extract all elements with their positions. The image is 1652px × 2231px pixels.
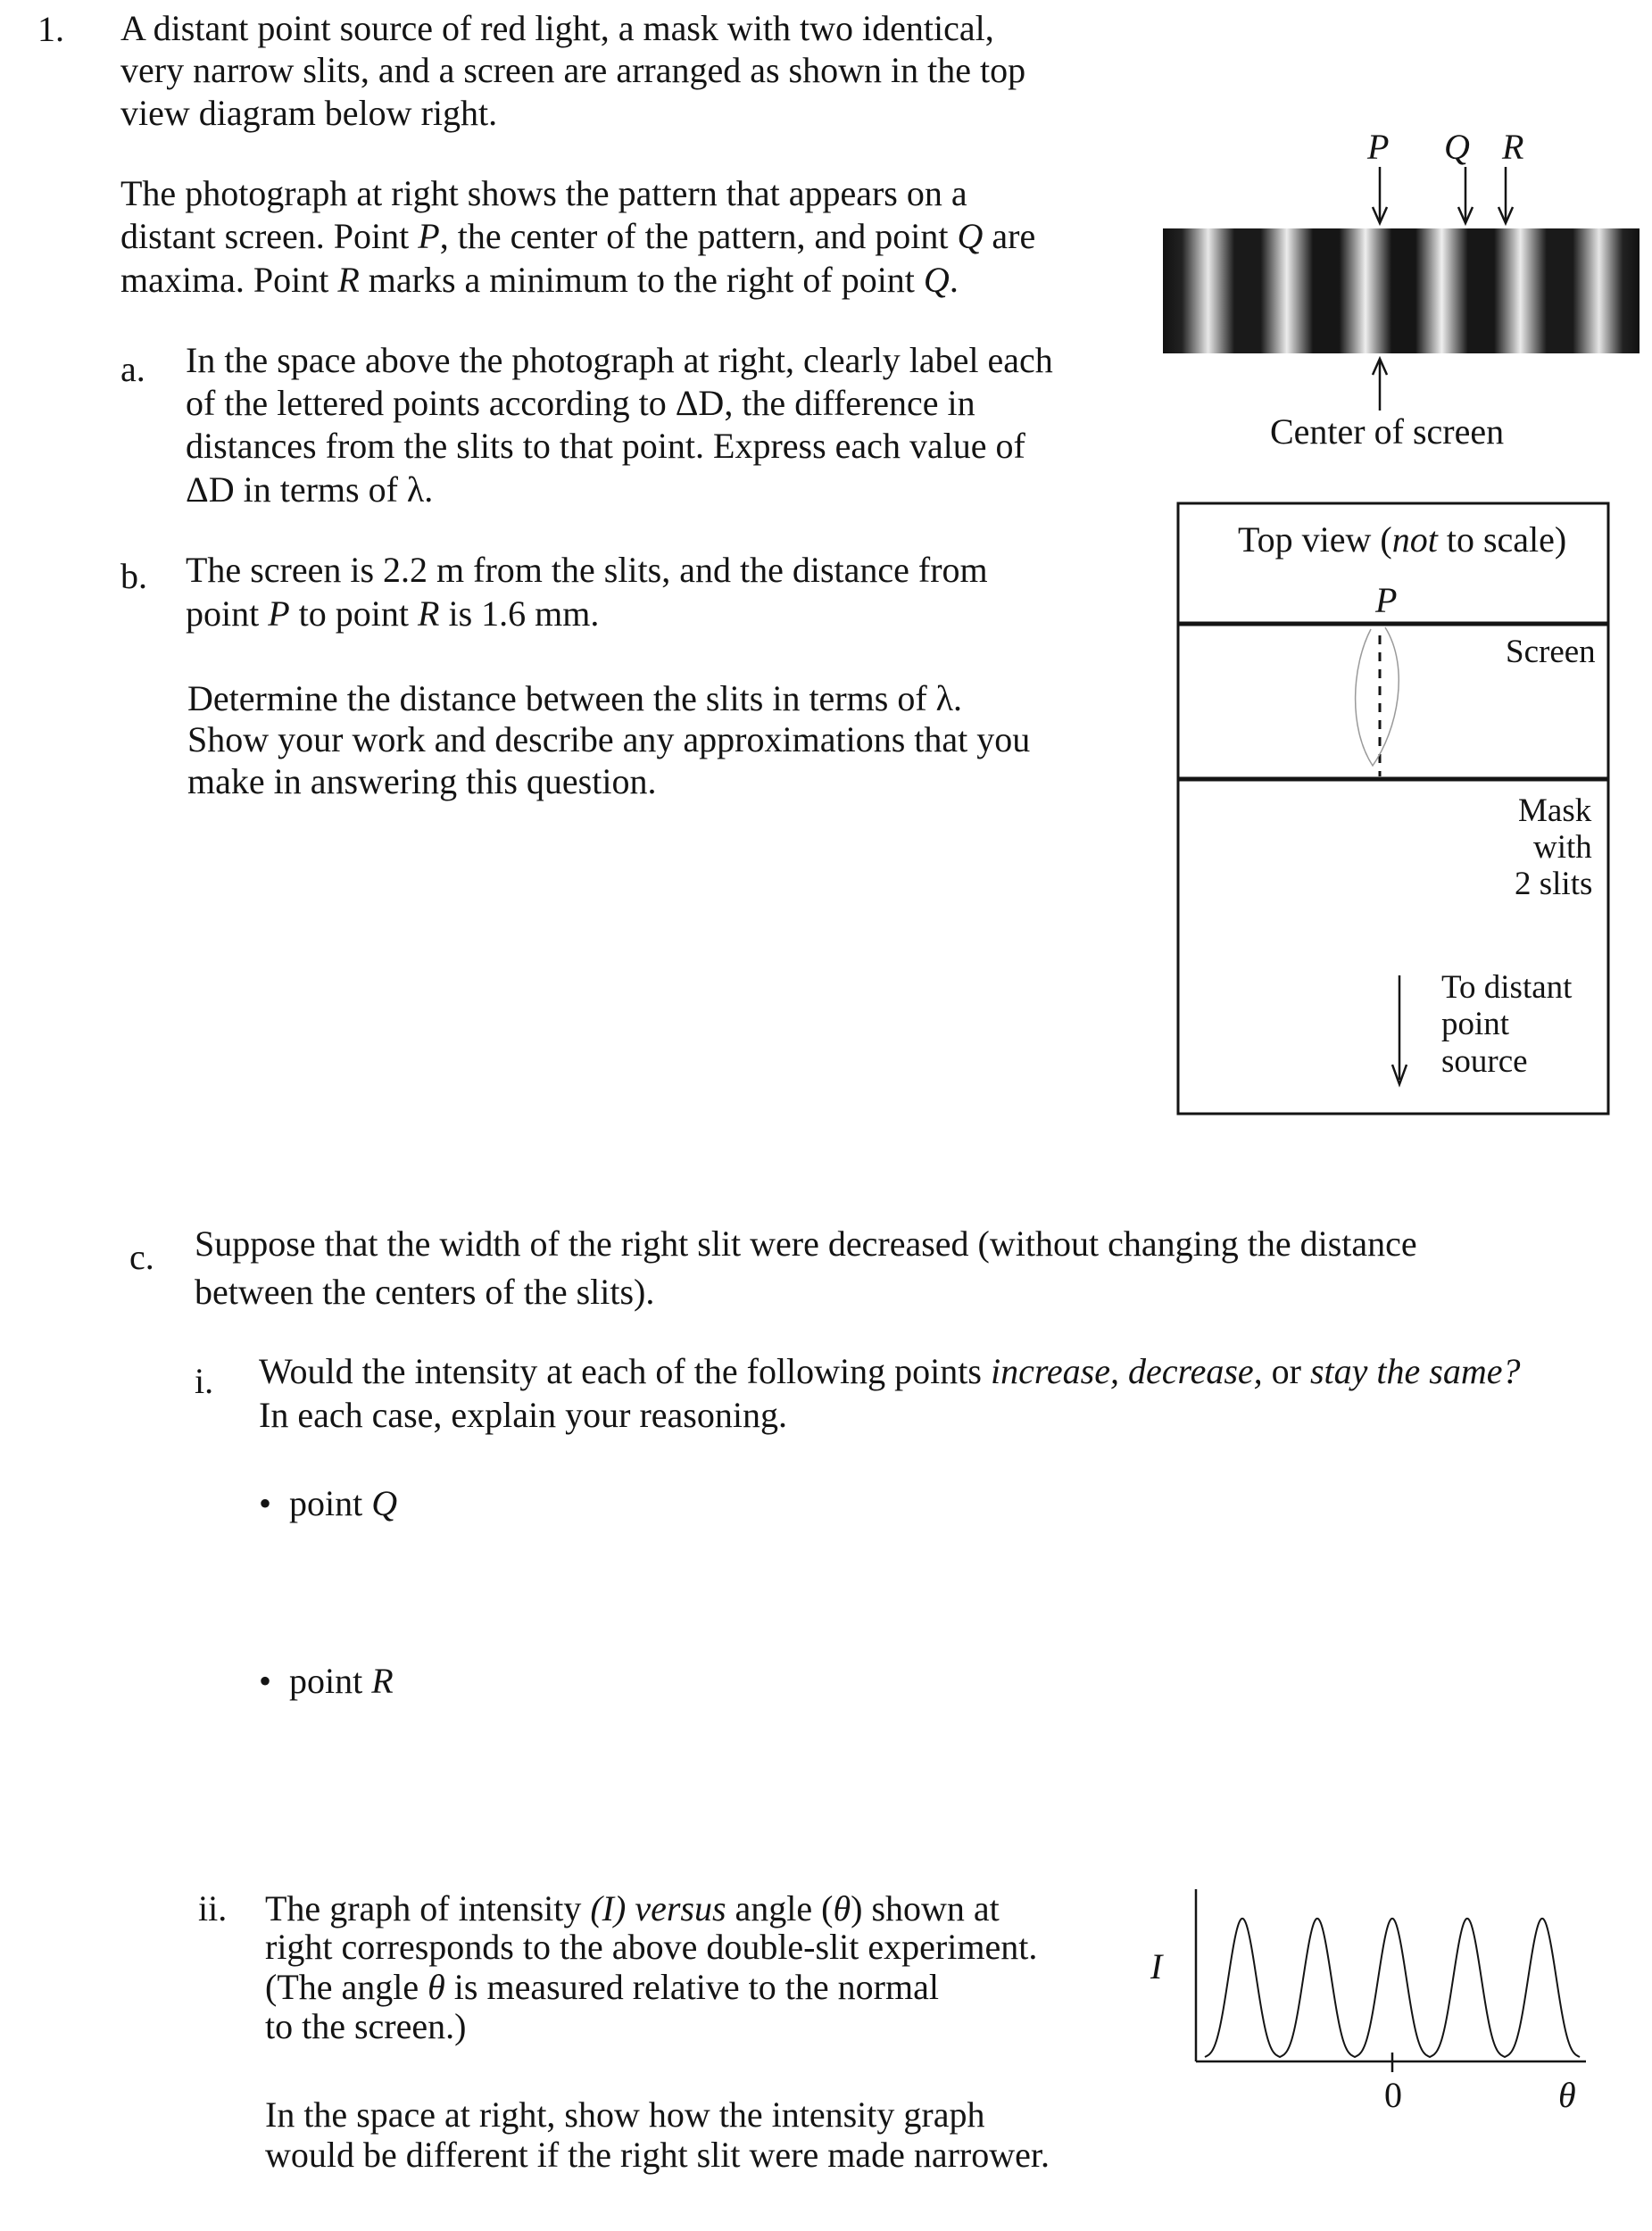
part-b-determine-line-2: Show your work and describe any approximations that you [187,719,1031,759]
intensity-curve [1205,1919,1580,2057]
part-a-line-1: In the space above the photograph at right, clearly label each [186,340,1053,380]
mask-label-1: Mask [1518,792,1592,829]
part-a-line-4: ΔD in terms of λ. [186,469,434,510]
top-view-title: Top view (not to scale) [1238,519,1567,560]
part-a-line-3: distances from the slits to that point. Express each value of [186,426,1025,466]
photo-para-line-1: The photograph at right shows the pattern that appears on a [120,173,967,213]
photo-arrows [1373,167,1513,223]
top-view-point-p: P [1375,580,1398,620]
photo-para-line-2: distant screen. Point P, the center of the pattern, and point Q are [120,216,1036,256]
source-label-1: To distant [1441,969,1573,1006]
part-a-label: a. [120,349,145,389]
photo-label-r: R [1502,127,1524,167]
part-c-ii-line-2: right corresponds to the above double-slit experiment. [265,1927,1038,1967]
part-c-i-line-1: Would the intensity at each of the following points increase, decrease, or stay the same? [259,1351,1521,1391]
mask-label-3: 2 slits [1515,866,1593,902]
screen-label: Screen [1506,634,1596,670]
part-a-line-2: of the lettered points according to ΔD, the difference in [186,383,975,423]
center-arrow [1373,359,1387,411]
part-b-line-2: point P to point R is 1.6 mm. [186,593,600,634]
part-c-line-2: between the centers of the slits). [195,1272,655,1312]
part-c-ii-line-1: The graph of intensity (I) versus angle (θ) shown at [265,1888,1000,1928]
graph-y-label: I [1150,1946,1163,1986]
mask-label-2: with [1533,829,1592,866]
part-c-i-label: i. [195,1361,214,1401]
intensity-graph [1196,1889,1586,2072]
part-b-determine-line-1: Determine the distance between the slits in terms of λ. [187,678,963,718]
part-c-line-1: Suppose that the width of the right slit were decreased (without changing the distance [195,1223,1417,1264]
part-b-determine-line-3: make in answering this question. [187,761,657,801]
part-b-label: b. [120,556,147,596]
part-c-ii-space-line-1: In the space at right, show how the intensity graph [265,2094,985,2135]
photo-para-line-3: maxima. Point R marks a minimum to the right of point Q. [120,260,959,300]
graph-x-zero: 0 [1384,2075,1402,2115]
part-c-ii-line-4: to the screen.) [265,2006,467,2046]
problem-number: 1. [37,9,64,49]
photo-label-p: P [1367,127,1390,167]
part-c-ii-space-line-2: would be different if the right slit were made narrower. [265,2135,1050,2175]
intro-line-3: view diagram below right. [120,93,498,133]
part-c-label: c. [129,1237,154,1277]
graph-x-label: θ [1558,2075,1576,2115]
part-c-ii-line-3: (The angle θ is measured relative to the normal [265,1967,939,2007]
photo-center-label: Center of screen [1270,411,1505,452]
part-c-i-line-2: In each case, explain your reasoning. [259,1395,787,1435]
intro-line-2: very narrow slits, and a screen are arranged as shown in the top [120,50,1026,90]
source-label-2: point [1441,1006,1510,1042]
fringe-photograph [1163,228,1640,353]
bullet-point-q: • point Q [259,1483,398,1523]
part-c-ii-label: ii. [198,1888,228,1928]
photo-label-q: Q [1444,127,1470,167]
part-b-line-1: The screen is 2.2 m from the slits, and the distance from [186,550,988,590]
bullet-point-r: • point R [259,1661,394,1701]
intro-line-1: A distant point source of red light, a mask with two identical, [120,8,994,48]
source-label-3: source [1441,1043,1528,1080]
